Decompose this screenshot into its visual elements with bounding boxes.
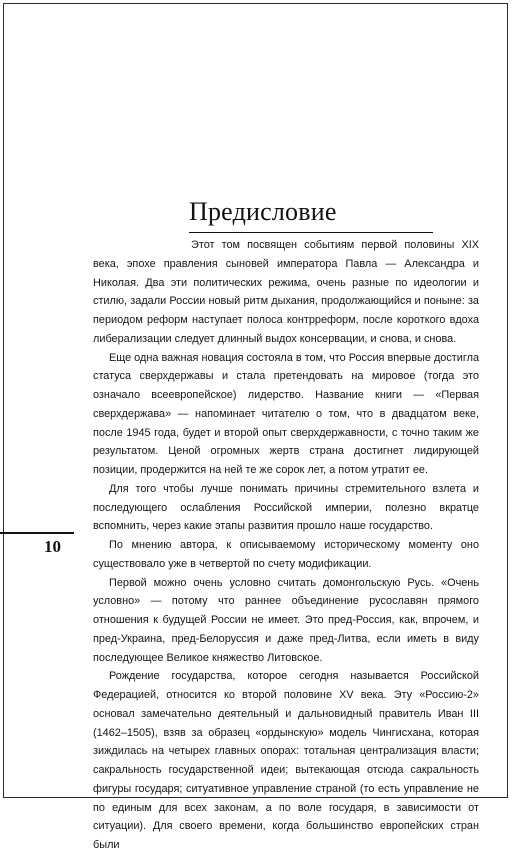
paragraph: По мнению автора, к описываемому историческому моменту оно существовало уже в четвертой по счету модификации. [93, 539, 479, 570]
paragraph: Первой можно очень условно считать домонгольскую Русь. «Очень условно» — потому что раннее объединение русославян прямого отношения к будущей России не имеет. Это пред-Россия, как, впрочем, и пред-Украина, пред-Белоруссия и даже пред-Литва, если иметь в виду последующее Великое княжество Литовское. [93, 576, 479, 664]
paragraph: Рождение государства, которое сегодня называется Российской Федерацией, относится ко второй половине XV века. Эту «Россию-2» основал замечательно деятельный и дальновидный правитель Иван III (1462–1505), взяв за образец «ордынскую» модель Чингисхана, которая зиждилась на четырех главных опорах: тотальная централизация власти; сакральность государственной идеи; вытекающая отсюда сакральность фигуры государя; ситуативное управление страной (то есть управление не по единым для всех законам, а по воле государя, в зависимости от ситуации). Для своего времени, когда большинство европейских стран были [93, 670, 479, 851]
paragraph: Для того чтобы лучше понимать причины стремительного взлета и последующего ослабления Российской империи, полезно вкратце вспомнить, через какие этапы развития прошло наше государство. [93, 482, 479, 533]
paragraph: Этот том посвящен событиям первой половины XIX века, эпохе правления сыновей императора Павла — Александра и Николая. Два эти политических режима, очень разные по идеологии и стилю, задали России новый ритм дыхания, продолжающийся и поныне: за периодом реформ наступает полоса контрреформ, после короткого вдоха либерализации следует длинный выдох консервации, и снова, и снова. [93, 239, 479, 345]
title-underline [189, 232, 433, 233]
paragraph: Еще одна важная новация состояла в том, что Россия впервые достигла статуса сверхдержавы и стала претендовать на мировое (тогда это означало всеевропейское) лидерство. Название книги — «Первая сверхдержава» — напоминает читателю о том, что в двадцатом веке, после 1945 года, будет и второй опыт сверхдержавности, с точно таким же результатом. Ценой огромных жертв страна достигнет лидирующей позиции, продержится на ней те же сорок лет, а потом утратит ее. [93, 351, 480, 476]
body-text [93, 236, 479, 855]
page-number: 10 [44, 537, 61, 556]
page-number-bar [0, 532, 74, 534]
chapter-title: Предисловие [189, 197, 337, 226]
page-frame [3, 3, 508, 851]
